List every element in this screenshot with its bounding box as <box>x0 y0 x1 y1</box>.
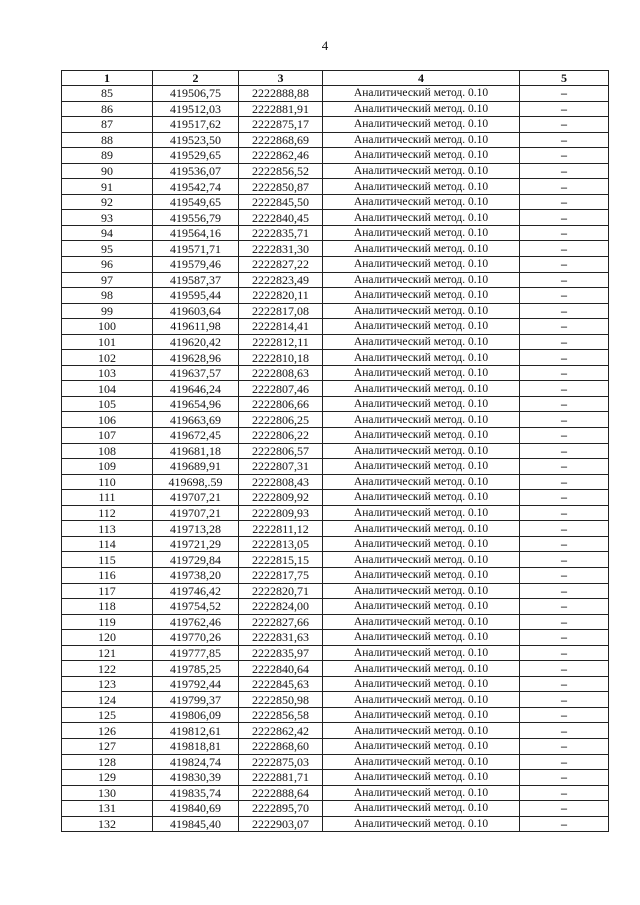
point-number-cell: 116 <box>62 567 153 583</box>
point-number-cell: 92 <box>62 194 153 210</box>
point-number-cell: 123 <box>62 676 153 692</box>
x-coordinate-cell: 419611,98 <box>153 319 239 335</box>
method-cell: Аналитический метод. 0.10 <box>323 707 520 723</box>
note-cell: – <box>520 210 609 226</box>
y-coordinate-cell: 2222807,46 <box>239 381 323 397</box>
table-row <box>62 101 609 117</box>
point-number-cell: 94 <box>62 225 153 241</box>
point-number-cell: 102 <box>62 350 153 366</box>
table-row <box>62 365 609 381</box>
point-number-cell: 89 <box>62 148 153 164</box>
note-cell: – <box>520 303 609 319</box>
y-coordinate-cell: 2222835,71 <box>239 225 323 241</box>
point-number-cell: 114 <box>62 536 153 552</box>
y-coordinate-cell: 2222850,87 <box>239 179 323 195</box>
x-coordinate-cell: 419620,42 <box>153 334 239 350</box>
y-coordinate-cell: 2222875,03 <box>239 754 323 770</box>
method-cell: Аналитический метод. 0.10 <box>323 567 520 583</box>
y-coordinate-cell: 2222895,70 <box>239 801 323 817</box>
method-cell: Аналитический метод. 0.10 <box>323 552 520 568</box>
coordinates-table <box>61 70 609 832</box>
y-coordinate-cell: 2222835,97 <box>239 645 323 661</box>
note-cell: – <box>520 194 609 210</box>
x-coordinate-cell: 419707,21 <box>153 490 239 506</box>
x-coordinate-cell: 419785,25 <box>153 661 239 677</box>
note-cell: – <box>520 428 609 444</box>
note-cell: – <box>520 692 609 708</box>
y-coordinate-cell: 2222806,25 <box>239 412 323 428</box>
x-coordinate-cell: 419646,24 <box>153 381 239 397</box>
table-row <box>62 319 609 335</box>
x-coordinate-cell: 419713,28 <box>153 521 239 537</box>
method-cell: Аналитический метод. 0.10 <box>323 599 520 615</box>
method-cell: Аналитический метод. 0.10 <box>323 117 520 133</box>
method-cell: Аналитический метод. 0.10 <box>323 645 520 661</box>
table-row <box>62 723 609 739</box>
note-cell: – <box>520 148 609 164</box>
table-row <box>62 288 609 304</box>
y-coordinate-cell: 2222868,69 <box>239 132 323 148</box>
method-cell: Аналитический метод. 0.10 <box>323 148 520 164</box>
note-cell: – <box>520 225 609 241</box>
note-cell: – <box>520 117 609 133</box>
point-number-cell: 132 <box>62 816 153 832</box>
note-cell: – <box>520 552 609 568</box>
method-cell: Аналитический метод. 0.10 <box>323 132 520 148</box>
table-row <box>62 816 609 832</box>
x-coordinate-cell: 419840,69 <box>153 801 239 817</box>
table-row <box>62 225 609 241</box>
method-cell: Аналитический метод. 0.10 <box>323 661 520 677</box>
header-row <box>62 71 609 86</box>
y-coordinate-cell: 2222881,71 <box>239 770 323 786</box>
point-number-cell: 124 <box>62 692 153 708</box>
note-cell: – <box>520 272 609 288</box>
y-coordinate-cell: 2222840,64 <box>239 661 323 677</box>
x-coordinate-cell: 419549,65 <box>153 194 239 210</box>
x-coordinate-cell: 419523,50 <box>153 132 239 148</box>
table-row <box>62 490 609 506</box>
method-cell: Аналитический метод. 0.10 <box>323 288 520 304</box>
method-cell: Аналитический метод. 0.10 <box>323 770 520 786</box>
x-coordinate-cell: 419689,91 <box>153 459 239 475</box>
x-coordinate-cell: 419512,03 <box>153 101 239 117</box>
x-coordinate-cell: 419777,85 <box>153 645 239 661</box>
point-number-cell: 118 <box>62 599 153 615</box>
table-row <box>62 257 609 273</box>
y-coordinate-cell: 2222808,63 <box>239 365 323 381</box>
table-row <box>62 303 609 319</box>
method-cell: Аналитический метод. 0.10 <box>323 521 520 537</box>
table-row <box>62 645 609 661</box>
table-row <box>62 350 609 366</box>
header-note: 5 <box>520 71 609 86</box>
x-coordinate-cell: 419628,96 <box>153 350 239 366</box>
x-coordinate-cell: 419663,69 <box>153 412 239 428</box>
y-coordinate-cell: 2222823,49 <box>239 272 323 288</box>
point-number-cell: 86 <box>62 101 153 117</box>
method-cell: Аналитический метод. 0.10 <box>323 163 520 179</box>
note-cell: – <box>520 179 609 195</box>
x-coordinate-cell: 419542,74 <box>153 179 239 195</box>
table-row <box>62 194 609 210</box>
note-cell: – <box>520 459 609 475</box>
header-point-number: 1 <box>62 71 153 86</box>
method-cell: Аналитический метод. 0.10 <box>323 194 520 210</box>
x-coordinate-cell: 419654,96 <box>153 396 239 412</box>
x-coordinate-cell: 419799,37 <box>153 692 239 708</box>
y-coordinate-cell: 2222809,93 <box>239 505 323 521</box>
note-cell: – <box>520 707 609 723</box>
x-coordinate-cell: 419603,64 <box>153 303 239 319</box>
note-cell: – <box>520 816 609 832</box>
x-coordinate-cell: 419806,09 <box>153 707 239 723</box>
x-coordinate-cell: 419746,42 <box>153 583 239 599</box>
x-coordinate-cell: 419698,.59 <box>153 474 239 490</box>
point-number-cell: 85 <box>62 86 153 102</box>
table-body <box>62 86 609 832</box>
table-row <box>62 179 609 195</box>
note-cell: – <box>520 801 609 817</box>
x-coordinate-cell: 419506,75 <box>153 86 239 102</box>
method-cell: Аналитический метод. 0.10 <box>323 350 520 366</box>
table-row <box>62 583 609 599</box>
point-number-cell: 117 <box>62 583 153 599</box>
note-cell: – <box>520 770 609 786</box>
y-coordinate-cell: 2222827,22 <box>239 257 323 273</box>
point-number-cell: 98 <box>62 288 153 304</box>
table-row <box>62 785 609 801</box>
table-row <box>62 676 609 692</box>
y-coordinate-cell: 2222831,30 <box>239 241 323 257</box>
x-coordinate-cell: 419792,44 <box>153 676 239 692</box>
point-number-cell: 106 <box>62 412 153 428</box>
note-cell: – <box>520 350 609 366</box>
y-coordinate-cell: 2222815,15 <box>239 552 323 568</box>
method-cell: Аналитический метод. 0.10 <box>323 474 520 490</box>
method-cell: Аналитический метод. 0.10 <box>323 723 520 739</box>
point-number-cell: 105 <box>62 396 153 412</box>
method-cell: Аналитический метод. 0.10 <box>323 676 520 692</box>
x-coordinate-cell: 419812,61 <box>153 723 239 739</box>
point-number-cell: 101 <box>62 334 153 350</box>
table-row <box>62 396 609 412</box>
note-cell: – <box>520 738 609 754</box>
note-cell: – <box>520 443 609 459</box>
table-row <box>62 536 609 552</box>
table-row <box>62 272 609 288</box>
x-coordinate-cell: 419762,46 <box>153 614 239 630</box>
note-cell: – <box>520 257 609 273</box>
header-x-coordinate: 2 <box>153 71 239 86</box>
y-coordinate-cell: 2222806,66 <box>239 396 323 412</box>
method-cell: Аналитический метод. 0.10 <box>323 303 520 319</box>
y-coordinate-cell: 2222856,52 <box>239 163 323 179</box>
note-cell: – <box>520 630 609 646</box>
table-row <box>62 148 609 164</box>
point-number-cell: 93 <box>62 210 153 226</box>
y-coordinate-cell: 2222831,63 <box>239 630 323 646</box>
method-cell: Аналитический метод. 0.10 <box>323 801 520 817</box>
x-coordinate-cell: 419564,16 <box>153 225 239 241</box>
point-number-cell: 125 <box>62 707 153 723</box>
method-cell: Аналитический метод. 0.10 <box>323 754 520 770</box>
point-number-cell: 128 <box>62 754 153 770</box>
x-coordinate-cell: 419707,21 <box>153 505 239 521</box>
x-coordinate-cell: 419587,37 <box>153 272 239 288</box>
table-row <box>62 754 609 770</box>
note-cell: – <box>520 614 609 630</box>
note-cell: – <box>520 396 609 412</box>
method-cell: Аналитический метод. 0.10 <box>323 443 520 459</box>
x-coordinate-cell: 419824,74 <box>153 754 239 770</box>
note-cell: – <box>520 241 609 257</box>
x-coordinate-cell: 419571,71 <box>153 241 239 257</box>
note-cell: – <box>520 521 609 537</box>
y-coordinate-cell: 2222845,63 <box>239 676 323 692</box>
note-cell: – <box>520 505 609 521</box>
y-coordinate-cell: 2222817,08 <box>239 303 323 319</box>
y-coordinate-cell: 2222850,98 <box>239 692 323 708</box>
table-row <box>62 474 609 490</box>
point-number-cell: 109 <box>62 459 153 475</box>
point-number-cell: 126 <box>62 723 153 739</box>
y-coordinate-cell: 2222811,12 <box>239 521 323 537</box>
table-row <box>62 505 609 521</box>
method-cell: Аналитический метод. 0.10 <box>323 225 520 241</box>
point-number-cell: 90 <box>62 163 153 179</box>
point-number-cell: 88 <box>62 132 153 148</box>
y-coordinate-cell: 2222845,50 <box>239 194 323 210</box>
y-coordinate-cell: 2222888,64 <box>239 785 323 801</box>
table-row <box>62 163 609 179</box>
y-coordinate-cell: 2222840,45 <box>239 210 323 226</box>
table-row <box>62 132 609 148</box>
table-header <box>62 71 609 86</box>
note-cell: – <box>520 381 609 397</box>
method-cell: Аналитический метод. 0.10 <box>323 692 520 708</box>
note-cell: – <box>520 723 609 739</box>
point-number-cell: 107 <box>62 428 153 444</box>
table-row <box>62 801 609 817</box>
point-number-cell: 113 <box>62 521 153 537</box>
method-cell: Аналитический метод. 0.10 <box>323 816 520 832</box>
x-coordinate-cell: 419681,18 <box>153 443 239 459</box>
method-cell: Аналитический метод. 0.10 <box>323 241 520 257</box>
table-row <box>62 738 609 754</box>
method-cell: Аналитический метод. 0.10 <box>323 412 520 428</box>
point-number-cell: 110 <box>62 474 153 490</box>
table-row <box>62 661 609 677</box>
note-cell: – <box>520 785 609 801</box>
x-coordinate-cell: 419818,81 <box>153 738 239 754</box>
point-number-cell: 115 <box>62 552 153 568</box>
page-number: 4 <box>321 38 329 53</box>
method-cell: Аналитический метод. 0.10 <box>323 210 520 226</box>
method-cell: Аналитический метод. 0.10 <box>323 505 520 521</box>
point-number-cell: 130 <box>62 785 153 801</box>
y-coordinate-cell: 2222862,46 <box>239 148 323 164</box>
table-row <box>62 241 609 257</box>
table-row <box>62 86 609 102</box>
point-number-cell: 91 <box>62 179 153 195</box>
table-row <box>62 443 609 459</box>
method-cell: Аналитический метод. 0.10 <box>323 630 520 646</box>
method-cell: Аналитический метод. 0.10 <box>323 381 520 397</box>
y-coordinate-cell: 2222806,57 <box>239 443 323 459</box>
x-coordinate-cell: 419830,39 <box>153 770 239 786</box>
point-number-cell: 87 <box>62 117 153 133</box>
y-coordinate-cell: 2222820,71 <box>239 583 323 599</box>
x-coordinate-cell: 419754,52 <box>153 599 239 615</box>
point-number-cell: 96 <box>62 257 153 273</box>
y-coordinate-cell: 2222812,11 <box>239 334 323 350</box>
table-row <box>62 614 609 630</box>
table-row <box>62 521 609 537</box>
point-number-cell: 121 <box>62 645 153 661</box>
y-coordinate-cell: 2222856,58 <box>239 707 323 723</box>
y-coordinate-cell: 2222881,91 <box>239 101 323 117</box>
y-coordinate-cell: 2222810,18 <box>239 350 323 366</box>
table-row <box>62 459 609 475</box>
table-row <box>62 117 609 133</box>
point-number-cell: 122 <box>62 661 153 677</box>
method-cell: Аналитический метод. 0.10 <box>323 428 520 444</box>
y-coordinate-cell: 2222809,92 <box>239 490 323 506</box>
table-row <box>62 552 609 568</box>
method-cell: Аналитический метод. 0.10 <box>323 319 520 335</box>
y-coordinate-cell: 2222868,60 <box>239 738 323 754</box>
point-number-cell: 104 <box>62 381 153 397</box>
x-coordinate-cell: 419595,44 <box>153 288 239 304</box>
note-cell: – <box>520 490 609 506</box>
method-cell: Аналитический метод. 0.10 <box>323 490 520 506</box>
table-row <box>62 707 609 723</box>
method-cell: Аналитический метод. 0.10 <box>323 179 520 195</box>
x-coordinate-cell: 419517,62 <box>153 117 239 133</box>
note-cell: – <box>520 365 609 381</box>
y-coordinate-cell: 2222862,42 <box>239 723 323 739</box>
y-coordinate-cell: 2222813,05 <box>239 536 323 552</box>
note-cell: – <box>520 101 609 117</box>
x-coordinate-cell: 419556,79 <box>153 210 239 226</box>
note-cell: – <box>520 676 609 692</box>
point-number-cell: 100 <box>62 319 153 335</box>
y-coordinate-cell: 2222820,11 <box>239 288 323 304</box>
table-row <box>62 210 609 226</box>
y-coordinate-cell: 2222888,88 <box>239 86 323 102</box>
note-cell: – <box>520 86 609 102</box>
point-number-cell: 97 <box>62 272 153 288</box>
point-number-cell: 119 <box>62 614 153 630</box>
note-cell: – <box>520 754 609 770</box>
method-cell: Аналитический метод. 0.10 <box>323 785 520 801</box>
table-row <box>62 334 609 350</box>
x-coordinate-cell: 419835,74 <box>153 785 239 801</box>
note-cell: – <box>520 412 609 428</box>
note-cell: – <box>520 645 609 661</box>
point-number-cell: 99 <box>62 303 153 319</box>
header-y-coordinate: 3 <box>239 71 323 86</box>
x-coordinate-cell: 419845,40 <box>153 816 239 832</box>
point-number-cell: 95 <box>62 241 153 257</box>
point-number-cell: 112 <box>62 505 153 521</box>
note-cell: – <box>520 567 609 583</box>
table-row <box>62 412 609 428</box>
table-row <box>62 381 609 397</box>
x-coordinate-cell: 419529,65 <box>153 148 239 164</box>
x-coordinate-cell: 419738,20 <box>153 567 239 583</box>
method-cell: Аналитический метод. 0.10 <box>323 536 520 552</box>
note-cell: – <box>520 319 609 335</box>
table-row <box>62 567 609 583</box>
y-coordinate-cell: 2222824,00 <box>239 599 323 615</box>
method-cell: Аналитический метод. 0.10 <box>323 272 520 288</box>
table-row <box>62 599 609 615</box>
note-cell: – <box>520 599 609 615</box>
y-coordinate-cell: 2222903,07 <box>239 816 323 832</box>
x-coordinate-cell: 419770,26 <box>153 630 239 646</box>
note-cell: – <box>520 334 609 350</box>
note-cell: – <box>520 583 609 599</box>
point-number-cell: 108 <box>62 443 153 459</box>
table-row <box>62 770 609 786</box>
table-row <box>62 428 609 444</box>
point-number-cell: 120 <box>62 630 153 646</box>
y-coordinate-cell: 2222827,66 <box>239 614 323 630</box>
point-number-cell: 131 <box>62 801 153 817</box>
method-cell: Аналитический метод. 0.10 <box>323 583 520 599</box>
method-cell: Аналитический метод. 0.10 <box>323 459 520 475</box>
y-coordinate-cell: 2222817,75 <box>239 567 323 583</box>
point-number-cell: 129 <box>62 770 153 786</box>
y-coordinate-cell: 2222807,31 <box>239 459 323 475</box>
x-coordinate-cell: 419672,45 <box>153 428 239 444</box>
method-cell: Аналитический метод. 0.10 <box>323 101 520 117</box>
x-coordinate-cell: 419721,29 <box>153 536 239 552</box>
x-coordinate-cell: 419579,46 <box>153 257 239 273</box>
y-coordinate-cell: 2222875,17 <box>239 117 323 133</box>
header-method: 4 <box>323 71 520 86</box>
x-coordinate-cell: 419536,07 <box>153 163 239 179</box>
point-number-cell: 111 <box>62 490 153 506</box>
method-cell: Аналитический метод. 0.10 <box>323 396 520 412</box>
y-coordinate-cell: 2222806,22 <box>239 428 323 444</box>
x-coordinate-cell: 419729,84 <box>153 552 239 568</box>
note-cell: – <box>520 661 609 677</box>
method-cell: Аналитический метод. 0.10 <box>323 365 520 381</box>
note-cell: – <box>520 132 609 148</box>
x-coordinate-cell: 419637,57 <box>153 365 239 381</box>
note-cell: – <box>520 163 609 179</box>
method-cell: Аналитический метод. 0.10 <box>323 86 520 102</box>
table-row <box>62 692 609 708</box>
method-cell: Аналитический метод. 0.10 <box>323 257 520 273</box>
y-coordinate-cell: 2222808,43 <box>239 474 323 490</box>
method-cell: Аналитический метод. 0.10 <box>323 334 520 350</box>
note-cell: – <box>520 474 609 490</box>
table-row <box>62 630 609 646</box>
note-cell: – <box>520 536 609 552</box>
y-coordinate-cell: 2222814,41 <box>239 319 323 335</box>
method-cell: Аналитический метод. 0.10 <box>323 738 520 754</box>
method-cell: Аналитический метод. 0.10 <box>323 614 520 630</box>
point-number-cell: 127 <box>62 738 153 754</box>
point-number-cell: 103 <box>62 365 153 381</box>
note-cell: – <box>520 288 609 304</box>
